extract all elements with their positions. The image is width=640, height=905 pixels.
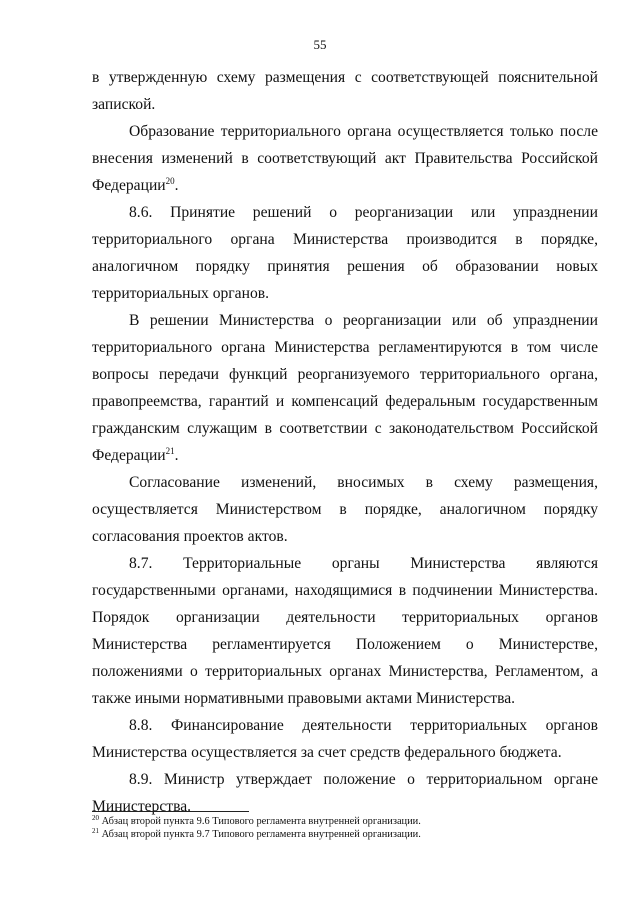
paragraph-continuation <box>92 64 598 118</box>
footnote-text: Абзац второй пункта 9.7 Типового регламента внутренней организации. <box>101 829 421 840</box>
footnote-reference-21: 21 <box>165 446 175 456</box>
footnote-separator <box>92 811 249 812</box>
paragraph-placement-approval <box>92 469 598 550</box>
footnote-text: Абзац второй пункта 9.6 Типового регламента внутренней организации. <box>101 816 421 827</box>
paragraph-text: В решении Министерства о реорганизации или об упразднении территориального органа Министерства регламентируются в том числе вопросы передачи функций реорганизуемого территориального органа, правопреемства, гарантий и компенсаций федеральным государственным гражданским служащим в соответствии с законодательством Российской Федерации <box>92 312 598 464</box>
footnotes <box>92 815 602 841</box>
footnote-21 <box>92 828 602 841</box>
paragraph-text: 8.7. Территориальные органы Министерства являются государственными органами, находящимися в подчинении Министерства. Порядок организации деятельности территориальных органов Министерства регламентируется Положением о Министерстве, положениями о территориальных органах Министерства, Регламентом, а также иными нормативными правовыми актами Министерства. <box>92 555 598 707</box>
paragraph-8-8 <box>92 712 598 766</box>
footnote-20 <box>92 815 602 828</box>
paragraph-text: 8.9. Министр утверждает положение о территориальном органе Министерства. <box>92 771 598 815</box>
footnote-number: 21 <box>92 827 99 835</box>
footnote-number: 20 <box>92 814 99 822</box>
paragraph-8-6 <box>92 199 598 307</box>
paragraph-text: 8.6. Принятие решений о реорганизации или упразднении территориального органа Министерства производится в порядке, аналогичном порядку принятия решения об образовании новых территориальных органов. <box>92 204 598 302</box>
paragraph-text: Согласование изменений, вносимых в схему размещения, осуществляется Министерством в порядке, аналогичном порядку согласования проектов актов. <box>92 474 598 545</box>
paragraph-period: . <box>174 447 179 464</box>
paragraph-reorganization-decision <box>92 307 598 469</box>
footnote-reference-20: 20 <box>165 176 175 186</box>
paragraph-period: . <box>174 177 179 194</box>
page-number: 55 <box>313 37 327 52</box>
paragraph-text: 8.8. Финансирование деятельности территориальных органов Министерства осуществляется за счет средств федерального бюджета. <box>92 717 598 761</box>
paragraph-text: Образование территориального органа осуществляется только после внесения изменений в соответствующий акт Правительства Российской Федерации <box>92 123 598 194</box>
paragraph-8-7 <box>92 550 598 712</box>
paragraph-text: в утвержденную схему размещения с соответствующей пояснительной запиской. <box>92 69 598 113</box>
paragraph-territorial-body-formation <box>92 118 598 199</box>
document-body <box>92 64 598 820</box>
